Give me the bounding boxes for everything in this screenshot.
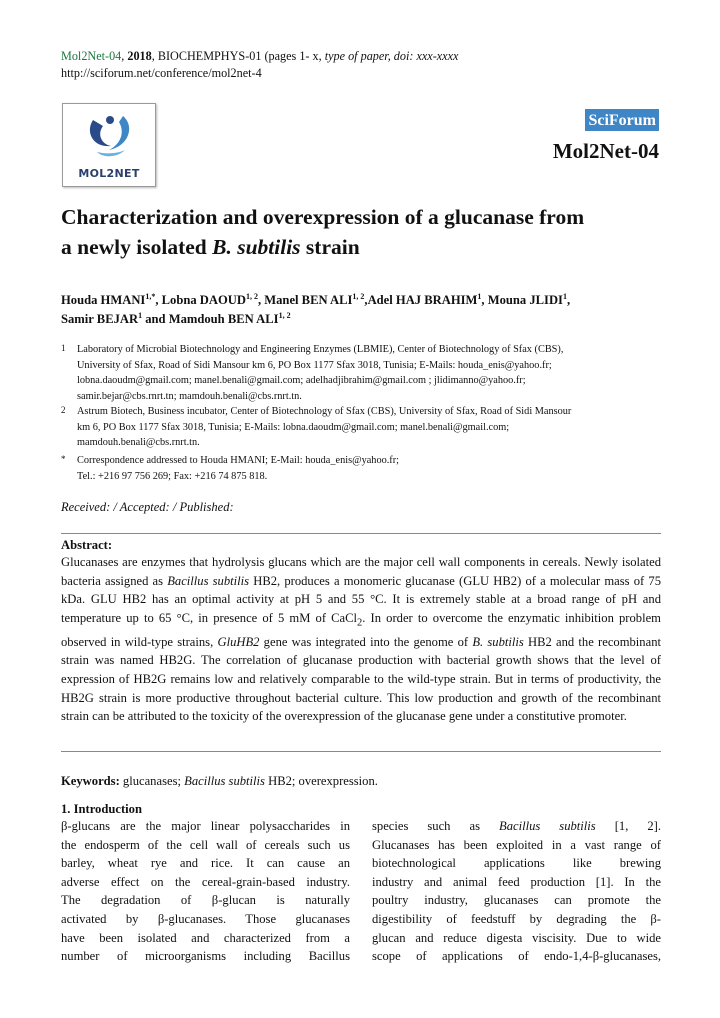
abstract-subscript: 2: [357, 617, 363, 629]
page-range: (pages 1- x,: [264, 49, 322, 63]
paper-type-doi: type of paper, doi: xxx-xxxx: [324, 49, 459, 63]
title-line-1: Characterization and overexpression of a glucanase from: [61, 205, 585, 229]
affiliation-line: lobna.daoudm@gmail.com; manel.benali@gmail.com; adelhadjibrahim@gmail.com ; jlidimanno@yahoo.fr;: [77, 375, 526, 386]
author-affil-sup: 1, 2: [352, 292, 365, 301]
author: ,Adel HAJ BRAHIM: [364, 293, 478, 307]
journal-header: [61, 48, 458, 82]
section-heading: 1. Introduction: [61, 802, 142, 816]
affiliation-number: *: [61, 454, 66, 464]
affiliation-line: Tel.: +216 97 756 269; Fax: +216 74 875 818.: [77, 470, 268, 482]
divider-bottom: [61, 751, 661, 752]
journal-name[interactable]: Mol2Net-04: [61, 49, 122, 63]
text-line: have been isolated and characterized from a: [61, 930, 350, 945]
affiliation-line: samir.bejar@cbs.rnrt.tn; mamdouh.benali@cbs.rnrt.tn.: [77, 390, 302, 402]
journal-year: 2018: [127, 49, 152, 63]
keywords-text: glucanases;: [119, 774, 185, 788]
affiliation-line: University of Sfax, Road of Sidi Mansour km 6, PO Box 1177 Sfax 3018, Tunisia; E-Mails: houda_enis@yahoo.fr;: [77, 359, 552, 371]
publication-dates: Received: / Accepted: / Published:: [61, 500, 234, 514]
keywords-text: HB2; overexpression.: [264, 774, 378, 788]
conference-url[interactable]: http://sciforum.net/conference/mol2net-4: [61, 66, 262, 80]
affiliation-line: Correspondence addressed to Houda HMANI; E-Mail: houda_enis@yahoo.fr;: [77, 455, 400, 466]
title-line-2: [61, 232, 661, 262]
affiliation-2: [61, 404, 661, 451]
abstract-text: HB2 and the recombinant strain was named HB2G. The correlation of glucanase production with bacterial growth shows that the level of expression of HB2G remains low and relatively comparable to the wild-type strain. But in terms of productivity, the HB2G strain is more productive throughout bacterial culture. This low production and growth of the recombinant strain can be attributed to the toxicity of the overexpression of the glucanase gene under a constitutive promoter.: [61, 634, 661, 724]
authors-line-2: [61, 310, 661, 329]
author-affil-sup: 1, 2: [245, 292, 258, 301]
text-line: β-glucans are the major linear polysaccharides in: [61, 819, 350, 833]
abstract-species: B. subtilis: [472, 634, 524, 649]
author-list: [61, 291, 661, 329]
conference-name: Mol2Net-04: [552, 139, 659, 163]
abstract-text: gene was integrated into the genome of: [259, 634, 473, 649]
abstract-text: Glucanases are enzymes that hydrolysis glucans which are the major cell wall components in cereals. Newly isolated bacteria assigned as: [61, 555, 661, 588]
intro-species: Bacillus subtilis: [499, 819, 596, 833]
affiliation-text: [77, 404, 661, 451]
author: , Lobna DAOUD: [155, 293, 246, 307]
text-line: scope of applications of endo-1,4-β-glucanases,: [372, 949, 661, 964]
keywords: [61, 774, 378, 789]
author: , Mouna JLIDI: [481, 293, 563, 307]
swirl-icon: [63, 106, 155, 168]
sciforum-badge[interactable]: SciForum: [585, 109, 659, 131]
affiliation-text: [77, 342, 661, 404]
abstract-heading: Abstract:: [61, 538, 113, 552]
text-line: number of microorganisms including Bacillus: [61, 949, 350, 964]
author-affil-sup: 1: [138, 311, 143, 320]
author-affil-sup: 1, 2: [278, 311, 291, 320]
affiliation-1: [61, 342, 661, 404]
text-line: adverse effect on the cereal-grain-based industry.: [61, 874, 350, 889]
citation-line: Mol2Net-04, 2018, BIOCHEMPHYS-01 (pages 1- x, type of paper, doi: xxx-xxxx: [61, 49, 459, 63]
abstract-text: HB2, produces a monomeric glucanase (GLU HB2) of a molecular mass of 75 kDa. GLU HB2 has an optimal activity at pH 5 and 55 °C. It is extremely stable at a broad range of pH and temperature up to 65 °C, in presence of 5 mM of CaCl: [61, 573, 661, 625]
intro-column-right: [372, 817, 661, 966]
author-affil-sup: 1: [477, 292, 482, 301]
affiliation-number: 1: [61, 343, 66, 353]
text-line: activated by β-glucanases. Those glucanases: [61, 911, 350, 926]
abstract-body: [61, 553, 661, 726]
text-line: industry and animal feed production [1]. In the: [372, 874, 661, 889]
divider-top: [61, 533, 661, 534]
title-text: a newly isolated: [61, 235, 213, 259]
text-line: biotechnological applications like brewing: [372, 856, 661, 871]
author-affil-sup: 1,*: [145, 292, 156, 301]
intro-column-left: [61, 817, 350, 966]
affiliation-line: Astrum Biotech, Business incubator, Center of Biotechnology of Sfax (CBS), University of Sfax, Road of Sidi Mansour: [77, 406, 572, 417]
affiliation-number: 2: [61, 405, 66, 415]
correspondence: [61, 453, 661, 484]
abstract-gene: GluHB2: [217, 634, 260, 649]
affiliation-line: Laboratory of Microbial Biotechnology and Engineering Enzymes (LBMIE), Center of Biotechnology of Sfax (CBS),: [77, 344, 564, 355]
author-separator: ,: [566, 293, 571, 307]
title-species: B. subtilis: [212, 235, 301, 259]
abstract-species: Bacillus subtilis: [167, 573, 250, 588]
affiliation-line: km 6, PO Box 1177 Sfax 3018, Tunisia; E-Mails: lobna.daoudm@gmail.com; manel.benali@gmail.com;: [77, 421, 510, 433]
text-fragment: species such as: [372, 819, 499, 833]
text-line: barley, wheat rye and rice. It can cause an: [61, 856, 350, 871]
logo-text: MOL2NET: [78, 167, 140, 180]
authors-line-1: [61, 291, 661, 310]
title-text-end: strain: [300, 235, 360, 259]
citation: [1, 2].: [595, 819, 661, 833]
paper-title: [61, 202, 661, 262]
text-line: The degradation of β-glucan is naturally: [61, 893, 350, 908]
author: and Mamdouh BEN ALI: [142, 312, 279, 326]
text-line: [372, 817, 661, 836]
text-line: digestibility of feedstuff by degrading the β-: [372, 911, 661, 926]
author: Houda HMANI: [61, 293, 146, 307]
author: Samir BEJAR: [61, 312, 139, 326]
keywords-species: Bacillus subtilis: [184, 774, 265, 788]
keywords-label: Keywords:: [61, 774, 120, 788]
text-line: poultry industry, glucanases can promote the: [372, 893, 661, 908]
abstract-text: . In order to overcome the enzymatic inhibition problem observed in wild-type strains,: [61, 610, 661, 649]
author-affil-sup: 1: [562, 292, 567, 301]
mol2net-logo: [62, 103, 156, 187]
affiliation-text: [77, 453, 661, 484]
affiliation-line: mamdouh.benali@cbs.rnrt.tn.: [77, 437, 200, 448]
text-line: glucan and reduce digesta viscisity. Due to wide: [372, 930, 661, 945]
paper-code: BIOCHEMPHYS-01: [157, 49, 262, 63]
text-line: the endosperm of the cell wall of cereals such us: [61, 837, 350, 852]
author: , Manel BEN ALI: [257, 293, 353, 307]
text-line: Glucanases has been exploited in a vast range of: [372, 837, 661, 852]
